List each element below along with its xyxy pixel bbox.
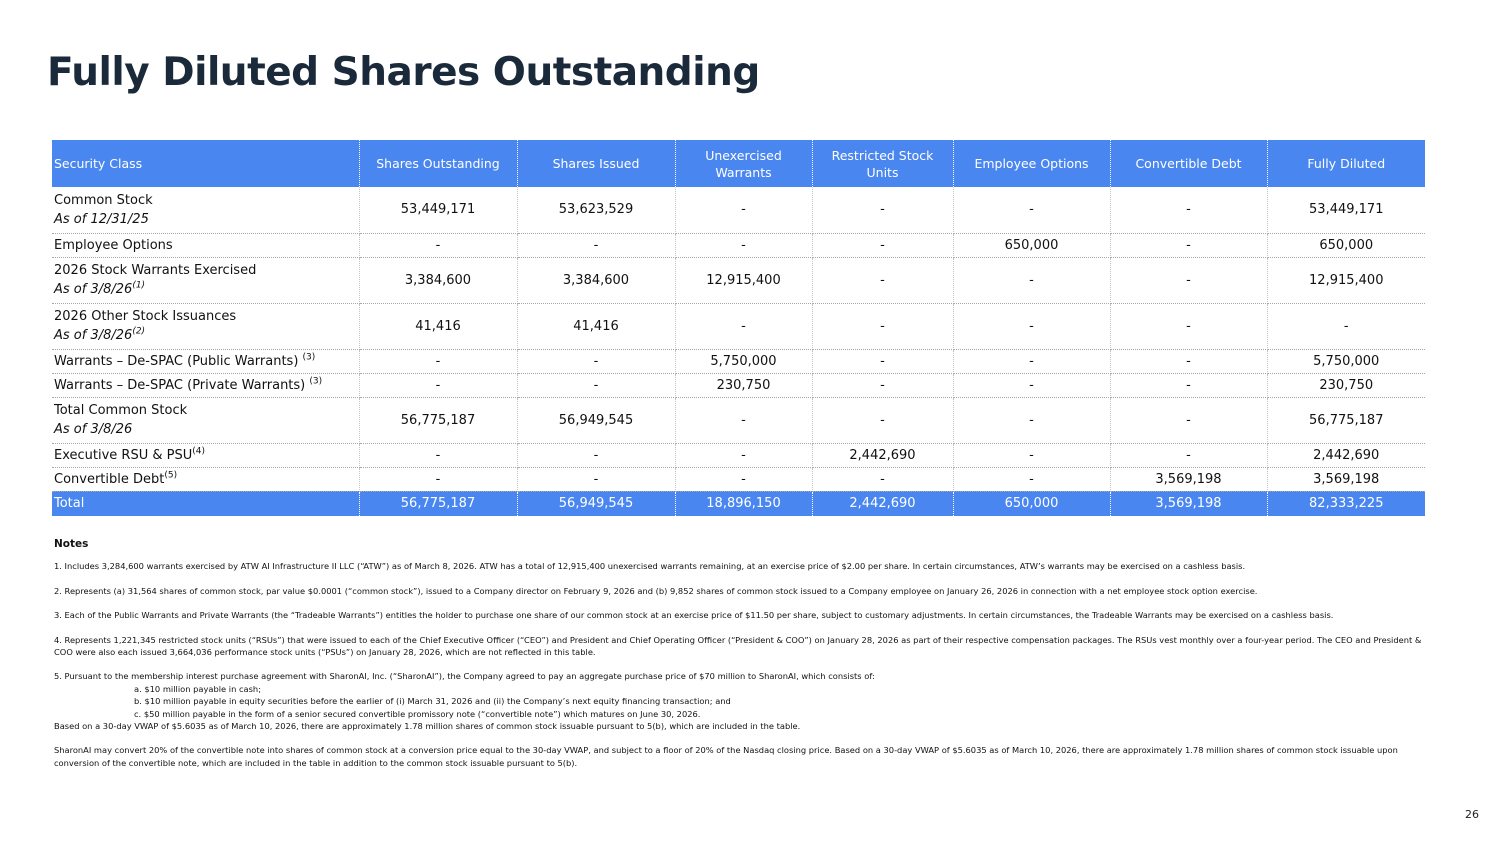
security-class-cell	[52, 373, 359, 397]
table-row	[52, 373, 1425, 397]
table-cell: 5,750,000	[675, 349, 812, 373]
table-row	[52, 257, 1425, 303]
as-of-date	[54, 326, 353, 345]
note-5-item-a: a. $10 million payable in cash;	[134, 683, 261, 694]
total-cell: 2,442,690	[812, 491, 953, 516]
table-row	[52, 303, 1425, 349]
table-cell: -	[675, 443, 812, 467]
column-header: Unexercised Warrants	[675, 140, 812, 187]
table-cell: -	[517, 233, 675, 257]
footnote-ref: (2)	[132, 326, 146, 337]
table-cell: -	[812, 257, 953, 303]
note-5-item-c: c. $50 million payable in the form of a senior secured convertible promissory note (“convertible note”) which matures on June 30, 2026.	[134, 708, 701, 719]
security-class-cell	[52, 397, 359, 443]
table-row	[52, 443, 1425, 467]
table-cell: -	[812, 233, 953, 257]
table-cell: -	[675, 187, 812, 233]
table-cell: -	[359, 443, 517, 467]
table-cell: -	[1110, 349, 1267, 373]
note-5-vwap: Based on a 30-day VWAP of $5.6035 as of March 10, 2026, there are approximately 1.78 million shares of common stock issuable pursuant to 5(b), which are included in the table.	[54, 721, 801, 732]
as-of-date-text: As of 3/8/26	[54, 328, 133, 343]
table-cell: -	[1110, 257, 1267, 303]
total-label: Total	[52, 491, 359, 516]
table-cell: -	[359, 349, 517, 373]
table-cell: 230,750	[675, 373, 812, 397]
table-cell: -	[953, 257, 1110, 303]
table-cell: -	[953, 303, 1110, 349]
note-3: 3. Each of the Public Warrants and Private Warrants (the “Tradeable Warrants”) entitles the holder to purchase one share of our common stock at an exercise price of $11.50 per share, subject to customary adjustments. In certain circumstances, the Tradeable Warrants may be exercised on a cashless basis.	[54, 610, 1334, 621]
table-cell: 56,775,187	[359, 397, 517, 443]
table-cell: 650,000	[1267, 233, 1425, 257]
table-cell: -	[953, 443, 1110, 467]
table-cell: -	[675, 233, 812, 257]
as-of-date-text: As of 3/8/26	[54, 282, 133, 297]
table-row	[52, 187, 1425, 233]
table-cell: 3,569,198	[1110, 467, 1267, 491]
table-cell: -	[675, 303, 812, 349]
table-cell: -	[517, 373, 675, 397]
table-cell: -	[359, 373, 517, 397]
note-2: 2. Represents (a) 31,564 shares of common stock, par value $0.0001 (“common stock”), issued to a Company director on February 9, 2026 and (b) 9,852 shares of common stock issued to a Company employee on January 26, 2026 in connection with a net employee stock option exercise.	[54, 585, 1258, 596]
table-cell: -	[1110, 443, 1267, 467]
column-header: Employee Options	[953, 140, 1110, 187]
table-cell: -	[953, 467, 1110, 491]
column-header: Security Class	[52, 140, 359, 187]
table-cell: 3,569,198	[1267, 467, 1425, 491]
table-cell: -	[812, 397, 953, 443]
table-cell: -	[812, 373, 953, 397]
table-cell: -	[517, 349, 675, 373]
security-class-cell	[52, 187, 359, 233]
table-cell: -	[953, 397, 1110, 443]
footnote-ref: (3)	[302, 352, 316, 363]
table-row	[52, 467, 1425, 491]
security-class-cell	[52, 467, 359, 491]
table-cell: 41,416	[517, 303, 675, 349]
table-cell: 41,416	[359, 303, 517, 349]
table-cell: -	[812, 303, 953, 349]
security-class-label: Employee Options	[54, 237, 173, 253]
page-number: 26	[1465, 808, 1479, 821]
note-1: 1. Includes 3,284,600 warrants exercised by ATW AI Infrastructure II LLC (“ATW”) as of March 8, 2026. ATW has a total of 12,915,400 unexercised warrants remaining, at an exercise price of $2.00 per share. In certain circumstances, ATW’s warrants may be exercised on a cashless basis.	[54, 561, 1246, 572]
security-class-cell	[52, 349, 359, 373]
table-cell: -	[675, 467, 812, 491]
table-cell: -	[953, 349, 1110, 373]
footnote-ref: (3)	[309, 376, 323, 387]
notes-section	[54, 538, 1429, 781]
security-class-label: Warrants – De-SPAC (Private Warrants)	[54, 377, 306, 393]
footnote-ref: (5)	[164, 470, 178, 481]
notes-heading: Notes	[54, 538, 89, 550]
security-class-label: 2026 Stock Warrants Exercised	[54, 263, 257, 278]
security-class-label: Convertible Debt	[54, 471, 165, 487]
fully-diluted-shares-table	[52, 140, 1425, 516]
note-5-intro: 5. Pursuant to the membership interest purchase agreement with SharonAI, Inc. (“SharonAI”), the Company agreed to pay an aggregate purchase price of $70 million to SharonAI, which consists of:	[54, 671, 875, 682]
total-cell: 56,949,545	[517, 491, 675, 516]
footnote-ref: (1)	[132, 280, 146, 291]
as-of-date-text: As of 3/8/26	[54, 422, 133, 437]
column-header: Convertible Debt	[1110, 140, 1267, 187]
total-cell: 18,896,150	[675, 491, 812, 516]
table-cell: -	[675, 397, 812, 443]
table-cell: 56,949,545	[517, 397, 675, 443]
table-cell: -	[359, 467, 517, 491]
total-cell: 3,569,198	[1110, 491, 1267, 516]
security-class-label: Executive RSU & PSU	[54, 447, 193, 463]
as-of-date	[54, 280, 353, 299]
table-cell: 3,384,600	[359, 257, 517, 303]
column-header: Fully Diluted	[1267, 140, 1425, 187]
security-class-cell	[52, 257, 359, 303]
total-cell: 56,775,187	[359, 491, 517, 516]
as-of-date	[54, 420, 353, 439]
table-cell: 53,623,529	[517, 187, 675, 233]
table-cell: -	[812, 467, 953, 491]
table-cell: -	[1110, 397, 1267, 443]
table-cell: -	[359, 233, 517, 257]
security-class-cell	[52, 233, 359, 257]
table-header-row	[52, 140, 1425, 187]
footnote-ref: (4)	[192, 446, 205, 457]
column-header: Shares Issued	[517, 140, 675, 187]
total-cell: 82,333,225	[1267, 491, 1425, 516]
table-cell: -	[812, 349, 953, 373]
security-class-label: 2026 Other Stock Issuances	[54, 309, 237, 324]
table-cell: -	[1110, 187, 1267, 233]
total-row	[52, 491, 1425, 516]
note-5-sharonai: SharonAI may convert 20% of the convertible note into shares of common stock at a conversion price equal to the 30-day VWAP, and subject to a floor of 20% of the Nasdaq closing price. Based on a 30-day VWAP of $5.6035 as of March 10, 2026, there are approximately 1.78 million shares of common stock issuable upon conversion of the convertible note, which are included in the table in addition to the common stock issuable pursuant to 5(b).	[54, 745, 1398, 768]
column-header: Restricted Stock Units	[812, 140, 953, 187]
table-cell: -	[953, 373, 1110, 397]
table-cell: 650,000	[953, 233, 1110, 257]
table-cell: 3,384,600	[517, 257, 675, 303]
note-5-item-b: b. $10 million payable in equity securities before the earlier of (i) March 31, 2026 and (ii) the Company’s next equity financing transaction; and	[134, 696, 731, 707]
table-cell: -	[1110, 303, 1267, 349]
column-header: Shares Outstanding	[359, 140, 517, 187]
table-cell: -	[517, 467, 675, 491]
table-cell: -	[812, 187, 953, 233]
security-class-label: Total Common Stock	[54, 403, 188, 418]
table-cell: -	[953, 187, 1110, 233]
table-cell: -	[1110, 233, 1267, 257]
security-class-label: Warrants – De-SPAC (Public Warrants)	[54, 353, 299, 369]
table-cell: 5,750,000	[1267, 349, 1425, 373]
table-cell: 53,449,171	[359, 187, 517, 233]
table-cell: -	[1267, 303, 1425, 349]
table-cell: 53,449,171	[1267, 187, 1425, 233]
table-cell: -	[517, 443, 675, 467]
table-cell: 2,442,690	[812, 443, 953, 467]
as-of-date-text: As of 12/31/25	[54, 211, 149, 227]
table-row	[52, 397, 1425, 443]
security-class-cell	[52, 443, 359, 467]
table-cell: 12,915,400	[1267, 257, 1425, 303]
table-cell: 2,442,690	[1267, 443, 1425, 467]
security-class-label: Common Stock	[54, 192, 153, 208]
security-class-cell	[52, 303, 359, 349]
page-title: Fully Diluted Shares Outstanding	[47, 50, 760, 95]
as-of-date	[54, 210, 353, 229]
table-row	[52, 233, 1425, 257]
table-row	[52, 349, 1425, 373]
total-cell: 650,000	[953, 491, 1110, 516]
note-4: 4. Represents 1,221,345 restricted stock units (“RSUs”) that were issued to each of the Chief Executive Officer (“CEO”) and President and Chief Operating Officer (“President & COO”) on January 28, 2026 as part of their respective compensation packages. The RSUs vest monthly over a four-year period. The CEO and President & COO were also each issued 3,664,036 performance stock units (“PSUs”) on January 28, 2026, which are not reflected in this table.	[54, 634, 1422, 658]
table-cell: 230,750	[1267, 373, 1425, 397]
table-cell: 56,775,187	[1267, 397, 1425, 443]
table-cell: -	[1110, 373, 1267, 397]
table-cell: 12,915,400	[675, 257, 812, 303]
